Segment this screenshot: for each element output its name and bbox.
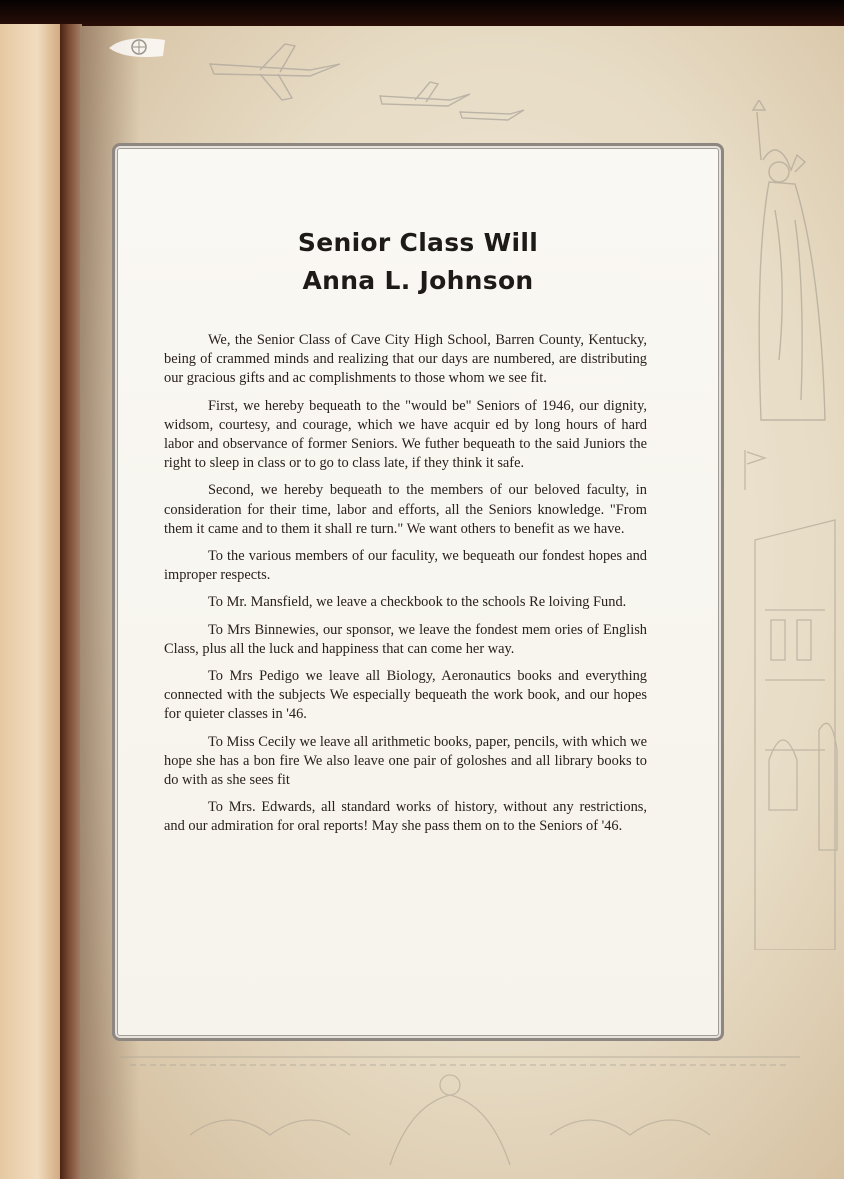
bottom-ornament-sketch-icon [90,1045,830,1175]
top-edge [0,0,844,26]
paragraph: To Mrs. Edwards, all standard works of history, without any restrictions, and our admiration for oral reports! May she pass them on to the Seniors of '46. [164,799,647,835]
paragraph: We, the Senior Class of Cave City High School, Barren County, Kentucky, being of crammed minds and realizing that our days are numbered, are distributing our gracious gifts and ac complishments to those whom we see fit. [164,332,647,387]
book-binding [60,24,82,1179]
page-title: Senior Class Will [297,228,539,257]
paragraph: Second, we hereby bequeath to the members of our beloved faculty, in consideration for their time, labor and efforts, all the Seniors knowledge. "From them it came and to them it shall re turn." We want others to benefit as we have. [164,482,647,537]
facing-page [0,24,62,1179]
paragraph: To Mrs Pedigo we leave all Biology, Aeronautics books and everything connected with the subjects We especially bequeath the work book, and our hopes for quieter classes in '46. [164,668,647,723]
paragraph: To Mr. Mansfield, we leave a checkbook to the schools Re loiving Fund. [208,594,627,611]
statue-of-liberty-sketch-icon [735,100,835,430]
will-text [164,331,647,845]
wing-badge-icon [105,30,169,64]
school-building-sketch-icon [735,430,841,950]
author-name: Anna L. Johnson [302,266,534,295]
airplanes-sketch-icon [190,34,530,124]
paragraph: First, we hereby bequeath to the "would be" Seniors of 1946, our dignity, widsom, courtesy, and courage, which we have acquir ed by long hours of hard labor and observance of former Seniors. We futher bequeath to the said Juniors the right to sleep in class or to go to class late, if they think it safe. [164,397,647,472]
paragraph: To Mrs Binnewies, our sponsor, we leave the fondest mem ories of English Class, plus all the luck and happiness that can come her way. [164,621,647,657]
paragraph: To Miss Cecily we leave all arithmetic books, paper, pencils, with which we hope she has a bon fire We also leave one pair of goloshes and all library books to do with as she sees fit [164,733,647,789]
paragraph: To the various members of our faculity, we bequeath our fondest hopes and improper respects. [164,548,647,584]
